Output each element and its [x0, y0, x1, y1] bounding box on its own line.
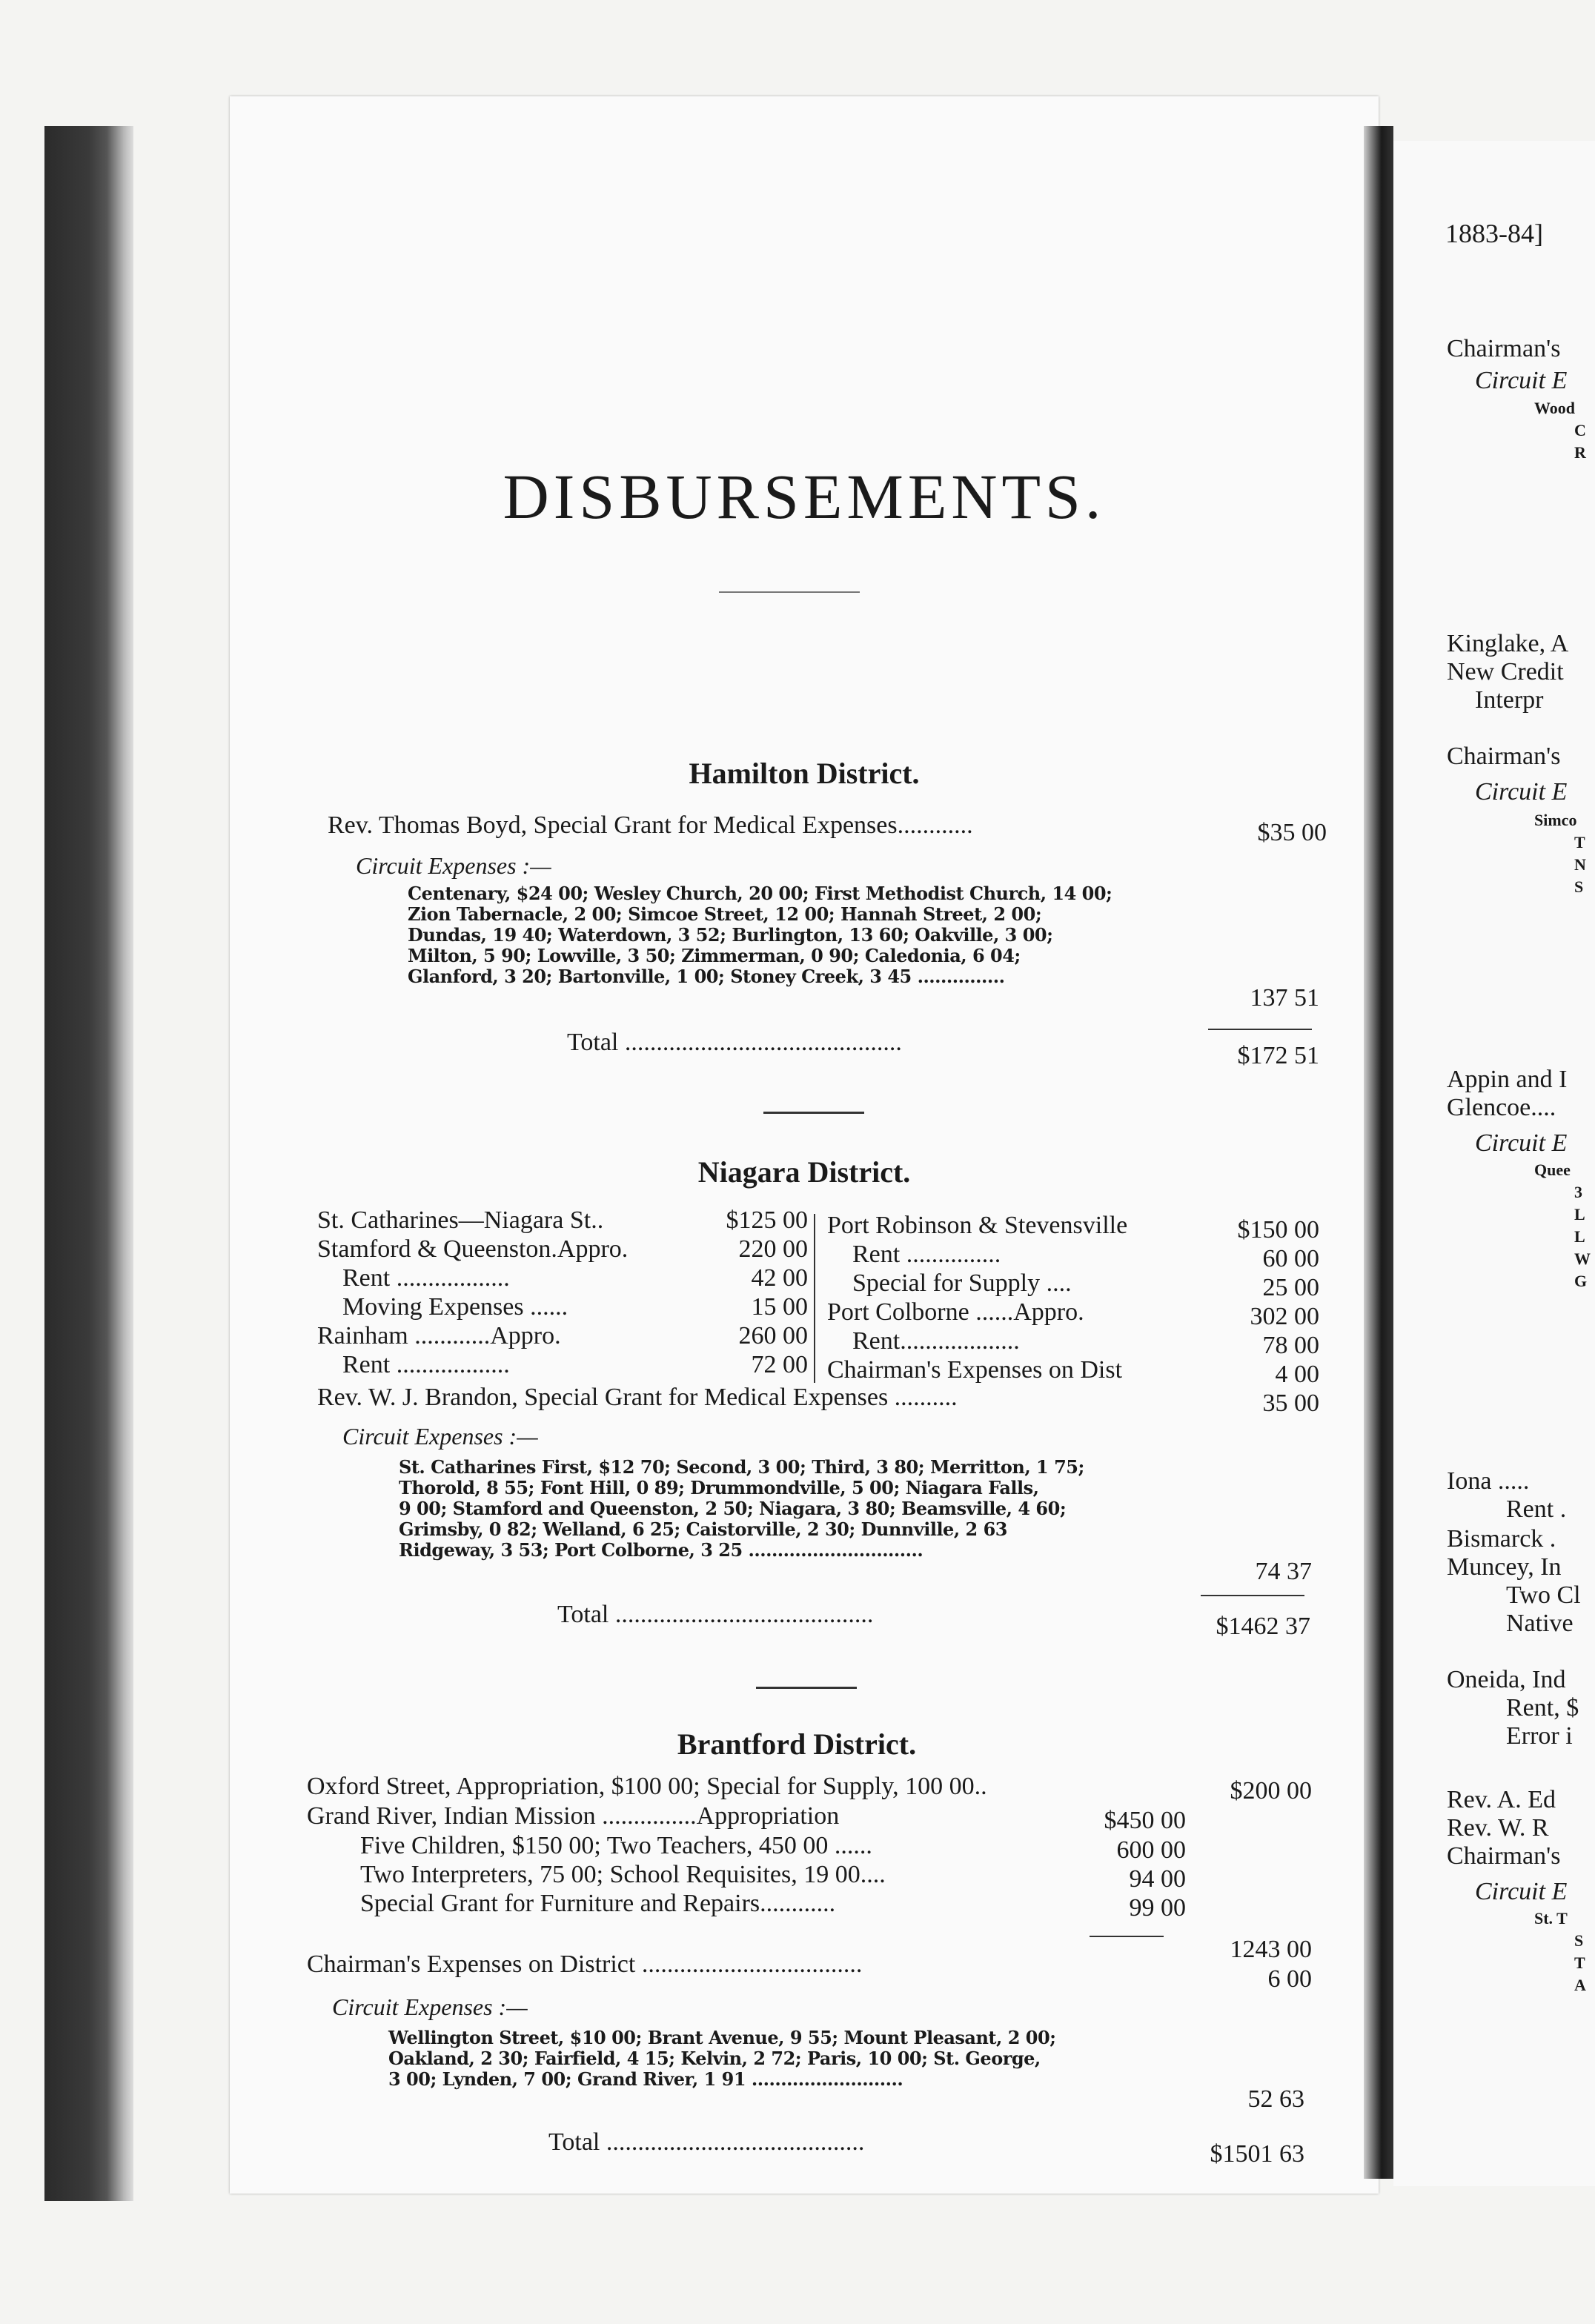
- right-line: Two Cl: [1506, 1581, 1581, 1609]
- book-spine-edge: [44, 126, 133, 2201]
- brantford-chairman-amt: 6 00: [1267, 1965, 1312, 1993]
- niagara-left-amt: 42 00: [751, 1264, 808, 1292]
- brantford-children-line: Five Children, $150 00; Two Teachers, 450 00 ......: [360, 1832, 872, 1859]
- right-line: Kinglake, A: [1447, 630, 1569, 657]
- niagara-right-amt: $150 00: [1237, 1216, 1319, 1244]
- niagara-heading: Niagara District.: [697, 1155, 911, 1189]
- right-line: Bismarck .: [1447, 1525, 1556, 1553]
- hamilton-boyd-amt: $35 00: [1257, 819, 1327, 846]
- brantford-furniture-line: Special Grant for Furniture and Repairs............: [360, 1890, 836, 1917]
- hamilton-circuit-label: Circuit Expenses :—: [356, 852, 551, 879]
- right-line: Circuit E: [1475, 367, 1568, 394]
- page-title: DISBURSEMENTS.: [503, 461, 1106, 532]
- hamilton-total-label: Total ............................................: [567, 1029, 902, 1056]
- right-line: Appin and I: [1447, 1066, 1568, 1093]
- brantford-interpreters-amt: 94 00: [1129, 1865, 1186, 1893]
- niagara-left-label: Rent ..................: [317, 1351, 510, 1378]
- niagara-right-label: Rent ...............: [827, 1241, 1001, 1268]
- right-line: N: [1574, 855, 1586, 874]
- niagara-sum-rule: [1201, 1595, 1304, 1596]
- right-line: Quee: [1534, 1161, 1571, 1179]
- brantford-oxford-amt: $200 00: [1230, 1777, 1312, 1805]
- niagara-left-label: Rent ..................: [317, 1264, 510, 1292]
- niagara-circuit-text: St. Catharines First, $12 70; Second, 3 00; Third, 3 80; Merritton, 1 75; Thorold, 8 55; Font Hill, 0 89; Drummondville, 5 00; Niagara Falls, 9 00; Stamford and Queenston, 2 50; Niagara, 3 80; Beamsville, 4 60; Grimsby, 0 82; Welland, 6 25; Caistorville, 2 30; Dunnville, 2 63 Ridgeway, 3 53; Port Colborne, 3 25 ..............................: [399, 1456, 1084, 1561]
- right-line: Iona .....: [1447, 1467, 1530, 1495]
- page-gutter: [1364, 126, 1393, 2179]
- niagara-right-label: Port Colborne ......Appro.: [827, 1298, 1084, 1326]
- brantford-circuit-text: Wellington Street, $10 00; Brant Avenue, 9 55; Mount Pleasant, 2 00; Oakland, 2 30; Fairfield, 4 15; Kelvin, 2 72; Paris, 10 00; St. George, 3 00; Lynden, 7 00; Grand River, 1 91 ..........................: [388, 2027, 1056, 2090]
- niagara-separator: [756, 1687, 857, 1689]
- right-line: S: [1574, 1931, 1584, 1950]
- brantford-sub-rule: [1090, 1936, 1164, 1937]
- brantford-children-amt: 600 00: [1116, 1836, 1186, 1864]
- right-line: T: [1574, 1953, 1585, 1972]
- right-line: T: [1574, 833, 1585, 851]
- niagara-right-amt: 302 00: [1250, 1303, 1319, 1330]
- right-line: A: [1574, 1976, 1586, 1994]
- hamilton-heading: Hamilton District.: [689, 757, 920, 790]
- brantford-chairman-line: Chairman's Expenses on District ...................................: [307, 1950, 863, 1978]
- hamilton-separator: [763, 1112, 864, 1114]
- right-line: G: [1574, 1272, 1588, 1290]
- niagara-right-label: Special for Supply ....: [827, 1269, 1072, 1297]
- niagara-left-amt: 260 00: [738, 1322, 808, 1349]
- niagara-circuit-label: Circuit Expenses :—: [342, 1423, 538, 1450]
- niagara-right-amt: 78 00: [1262, 1332, 1319, 1359]
- hamilton-circuit-text: Centenary, $24 00; Wesley Church, 20 00; First Methodist Church, 14 00; Zion Tabernacle, 2 00; Simcoe Street, 12 00; Hannah Street, 2 00; Dundas, 19 40; Waterdown, 3 52; Burlington, 13 60; Oakville, 3 00; Milton, 5 90; Lowville, 3 50; Zimmerman, 0 90; Caledonia, 6 04; Glanford, 3 20; Bartonville, 1 00; Stoney Creek, 3 45 ...............: [408, 883, 1112, 987]
- brantford-interpreters-line: Two Interpreters, 75 00; School Requisites, 19 00....: [360, 1861, 886, 1888]
- right-line: S: [1574, 877, 1584, 896]
- niagara-right-label: Chairman's Expenses on Dist: [827, 1356, 1123, 1384]
- brantford-oxford-line: Oxford Street, Appropriation, $100 00; Special for Supply, 100 00..: [307, 1773, 987, 1800]
- right-line: C: [1574, 421, 1586, 439]
- niagara-right-amt: 60 00: [1262, 1245, 1319, 1272]
- niagara-brandon-amt: 35 00: [1262, 1390, 1319, 1417]
- brantford-circuit-amt: 52 63: [1247, 2085, 1304, 2113]
- right-line: Rent .: [1506, 1495, 1567, 1523]
- niagara-brandon-line: Rev. W. J. Brandon, Special Grant for Medical Expenses ..........: [317, 1384, 958, 1411]
- hamilton-circuit-amt: 137 51: [1250, 984, 1319, 1012]
- hamilton-sum-rule: [1208, 1029, 1312, 1030]
- brantford-grand-river-amt: $450 00: [1104, 1807, 1186, 1834]
- right-line: Rev. A. Ed: [1447, 1786, 1556, 1813]
- right-header: 1883-84]: [1445, 219, 1543, 248]
- niagara-right-amt: 4 00: [1275, 1361, 1319, 1388]
- right-line: W: [1574, 1249, 1591, 1268]
- right-line: Chairman's: [1447, 1842, 1561, 1870]
- right-line: L: [1574, 1205, 1585, 1224]
- right-line: Circuit E: [1475, 1129, 1568, 1157]
- right-line: St. T: [1534, 1909, 1568, 1928]
- right-line: Rev. W. R: [1447, 1814, 1549, 1842]
- niagara-column-divider: [814, 1214, 815, 1383]
- niagara-left-label: Rainham ............Appro.: [317, 1322, 561, 1349]
- brantford-grand-river-line: Grand River, Indian Mission ...............Appropriation: [307, 1802, 840, 1830]
- right-line: Oneida, Ind: [1447, 1666, 1566, 1693]
- right-line: Circuit E: [1475, 1878, 1568, 1905]
- brantford-circuit-label: Circuit Expenses :—: [332, 1993, 528, 2020]
- brantford-sub-amt: 1243 00: [1230, 1936, 1312, 1963]
- niagara-total-label: Total .........................................: [557, 1601, 874, 1628]
- brantford-total-amt: $1501 63: [1210, 2140, 1304, 2168]
- right-line: Circuit E: [1475, 778, 1568, 806]
- right-line: 3: [1574, 1183, 1582, 1201]
- brantford-total-label: Total .........................................: [548, 2128, 865, 2156]
- left-page: [230, 96, 1379, 2194]
- right-line: R: [1574, 443, 1586, 462]
- niagara-total-amt: $1462 37: [1216, 1613, 1310, 1640]
- niagara-left-amt: $125 00: [726, 1206, 808, 1234]
- niagara-circuit-amt: 74 37: [1255, 1558, 1312, 1585]
- right-line: New Credit: [1447, 658, 1564, 685]
- right-line: Muncey, In: [1447, 1553, 1562, 1581]
- niagara-left-amt: 72 00: [751, 1351, 808, 1378]
- niagara-right-label: Rent...................: [827, 1327, 1020, 1355]
- niagara-left-label: Stamford & Queenston.Appro.: [317, 1235, 629, 1263]
- niagara-left-amt: 220 00: [738, 1235, 808, 1263]
- niagara-left-amt: 15 00: [751, 1293, 808, 1321]
- hamilton-total-amt: $172 51: [1237, 1042, 1319, 1069]
- niagara-left-label: Moving Expenses ......: [317, 1293, 568, 1321]
- right-line: Glencoe....: [1447, 1094, 1556, 1121]
- right-line: Native: [1506, 1610, 1574, 1637]
- right-page: [1393, 141, 1595, 2186]
- right-line: Error i: [1506, 1722, 1573, 1750]
- niagara-right-amt: 25 00: [1262, 1274, 1319, 1301]
- niagara-right-label: Port Robinson & Stevensville: [827, 1212, 1128, 1239]
- right-line: Interpr: [1475, 686, 1544, 714]
- brantford-heading: Brantford District.: [677, 1727, 917, 1761]
- hamilton-boyd-line: Rev. Thomas Boyd, Special Grant for Medical Expenses............: [328, 811, 973, 839]
- niagara-left-label: St. Catharines—Niagara St..: [317, 1206, 604, 1234]
- right-line: Chairman's: [1447, 335, 1561, 362]
- brantford-furniture-amt: 99 00: [1129, 1894, 1186, 1922]
- right-line: Chairman's: [1447, 743, 1561, 770]
- title-rule: [719, 591, 860, 593]
- right-line: Simco: [1534, 811, 1577, 829]
- right-line: Rent, $: [1506, 1694, 1579, 1722]
- right-line: L: [1574, 1227, 1585, 1246]
- right-line: Wood: [1534, 399, 1576, 417]
